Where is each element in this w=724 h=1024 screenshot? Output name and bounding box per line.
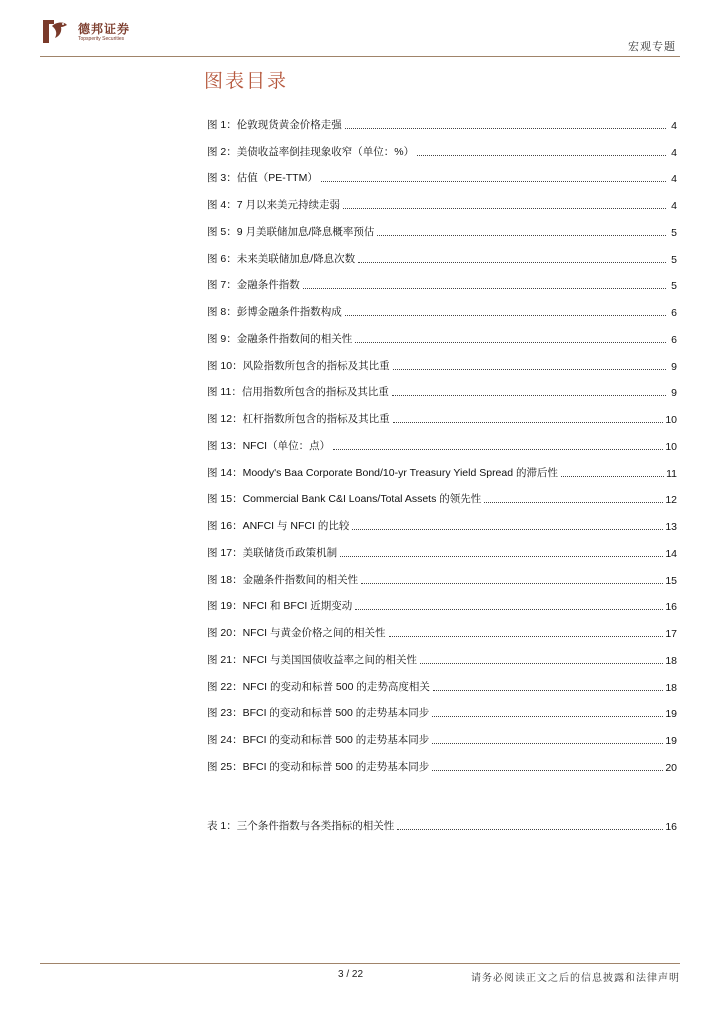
toc-entry-page: 15 <box>665 574 677 587</box>
toc-entry-label: 图 6：未来美联储加息/降息次数 <box>207 252 356 265</box>
toc-entry-page: 10 <box>665 440 677 453</box>
toc-entry-page: 18 <box>665 654 677 667</box>
dot-leader <box>355 609 663 610</box>
toc-entry[interactable] <box>207 399 677 426</box>
toc-entry-label: 图 8：彭博金融条件指数构成 <box>207 306 342 318</box>
toc-entry-page: 4 <box>671 173 677 186</box>
toc-entry-label: 图 9：金融条件指数间的相关性 <box>207 332 353 345</box>
toc-entry-page: 5 <box>671 226 677 239</box>
toc-entry[interactable] <box>207 292 677 319</box>
toc-entry[interactable] <box>207 346 677 373</box>
dot-leader <box>303 288 666 289</box>
toc-entry[interactable] <box>207 480 677 507</box>
figure-toc-list <box>207 105 677 774</box>
toc-entry-label: 图 3：估值（PE-TTM） <box>207 172 318 185</box>
toc-entry[interactable] <box>207 185 677 212</box>
toc-entry-label: 图 21：NFCI 与美国国债收益率之间的相关性 <box>207 653 418 666</box>
dot-leader <box>377 235 666 236</box>
toc-entry-label: 图 19：NFCI 和 BFCI 近期变动 <box>207 600 353 613</box>
toc-entry[interactable] <box>207 266 677 293</box>
toc-entry[interactable] <box>207 319 677 346</box>
table-toc-list <box>207 806 677 833</box>
footer-divider <box>40 963 680 964</box>
footer-disclaimer: 请务必阅读正文之后的信息披露和法律声明 <box>471 973 680 984</box>
toc-entry-label: 图 22：NFCI 的变动和标普 500 的走势高度相关 <box>207 680 430 693</box>
dot-leader <box>432 716 663 717</box>
toc-entry-page: 14 <box>665 547 677 560</box>
toc-entry[interactable] <box>207 720 677 747</box>
toc-entry-page: 9 <box>671 387 677 400</box>
dot-leader <box>432 770 663 771</box>
toc-entry-label: 图 25：BFCI 的变动和标普 500 的走势基本同步 <box>207 760 430 773</box>
toc-entry-page: 4 <box>671 146 677 159</box>
toc-entry-label: 图 20：NFCI 与黄金价格之间的相关性 <box>207 627 386 639</box>
dot-leader <box>392 395 666 396</box>
toc-entry-page: 19 <box>665 735 677 747</box>
toc-entry-label: 图 15：Commercial Bank C&I Loans/Total Assets 的领先性 <box>207 493 482 506</box>
toc-entry[interactable] <box>207 747 677 774</box>
header-divider <box>40 56 680 57</box>
toc-entry-page: 4 <box>671 119 677 132</box>
toc-entry-label: 表 1：三个条件指数与各类指标的相关性 <box>207 819 395 832</box>
toc-entry[interactable] <box>207 132 677 159</box>
toc-entry-label: 图 10：风险指数所包含的指标及其比重 <box>207 359 390 372</box>
dot-leader <box>343 208 666 209</box>
toc-entry[interactable] <box>207 587 677 614</box>
toc-entry[interactable] <box>207 560 677 587</box>
toc-entry-label: 图 24：BFCI 的变动和标普 500 的走势基本同步 <box>207 734 430 746</box>
toc-entry-page: 16 <box>665 601 677 614</box>
toc-entry[interactable] <box>207 426 677 453</box>
dot-leader <box>417 155 666 156</box>
toc-entry-label: 图 5：9 月美联储加息/降息概率预估 <box>207 225 375 238</box>
dot-leader <box>420 663 663 664</box>
dot-leader <box>340 556 663 557</box>
toc-entry-page: 6 <box>671 307 677 319</box>
toc-entry-label: 图 18：金融条件指数间的相关性 <box>207 573 359 586</box>
dot-leader <box>355 342 666 343</box>
toc-entry[interactable] <box>207 212 677 239</box>
toc-entry-page: 10 <box>665 414 677 426</box>
toc-entry-label: 图 17：美联储货币政策机制 <box>207 546 338 559</box>
toc-entry-label: 图 16：ANFCI 与 NFCI 的比较 <box>207 520 350 532</box>
page-header <box>0 0 724 60</box>
toc-entry-page: 19 <box>665 708 677 721</box>
toc-entry[interactable] <box>207 506 677 533</box>
toc-entry-label: 图 2：美债收益率倒挂现象收窄（单位：%） <box>207 145 415 158</box>
toc-entry-page: 5 <box>671 253 677 266</box>
dot-leader <box>432 743 663 744</box>
dot-leader <box>358 262 666 263</box>
toc-entry-label: 图 12：杠杆指数所包含的指标及其比重 <box>207 413 390 425</box>
toc-entry-page: 18 <box>665 681 677 694</box>
toc-entry-label: 图 23：BFCI 的变动和标普 500 的走势基本同步 <box>207 707 430 720</box>
topsperity-logo-icon <box>40 16 70 46</box>
toc-entry-page: 13 <box>665 521 677 533</box>
toc-title: 图表目录 <box>204 70 289 92</box>
toc-entry[interactable] <box>207 105 677 132</box>
brand-name: 德邦证券 <box>78 22 131 36</box>
dot-leader <box>321 181 666 182</box>
dot-leader <box>345 315 666 316</box>
toc-entry[interactable] <box>207 453 677 480</box>
toc-entry-page: 17 <box>665 628 677 640</box>
toc-entry-page: 20 <box>665 761 677 774</box>
toc-entry[interactable] <box>207 159 677 186</box>
toc-entry-label: 图 14：Moody's Baa Corporate Bond/10-yr Treasury Yield Spread 的滞后性 <box>207 466 558 479</box>
dot-leader <box>433 690 663 691</box>
dot-leader <box>397 829 663 830</box>
dot-leader <box>345 128 666 129</box>
toc-entry-page: 11 <box>666 467 677 480</box>
toc-entry-page: 12 <box>665 494 677 507</box>
dot-leader <box>333 449 663 450</box>
toc-entry-page: 5 <box>671 280 677 293</box>
dot-leader <box>393 369 666 370</box>
brand-english-name: Topsperity Securities <box>78 36 125 42</box>
toc-entry-page: 6 <box>671 333 677 346</box>
toc-entry[interactable] <box>207 694 677 721</box>
toc-entry-label: 图 1：伦敦现货黄金价格走强 <box>207 118 342 131</box>
dot-leader <box>561 476 664 477</box>
toc-entry-page: 4 <box>671 200 677 212</box>
toc-entry-page: 16 <box>665 820 677 833</box>
toc-entry-label: 图 7：金融条件指数 <box>207 279 300 292</box>
dot-leader <box>393 422 664 423</box>
toc-entry[interactable] <box>207 533 677 560</box>
toc-entry[interactable] <box>207 613 677 640</box>
toc-entry-page: 9 <box>671 360 677 373</box>
toc-entry[interactable] <box>207 667 677 694</box>
toc-entry-label: 图 11：信用指数所包含的指标及其比重 <box>207 386 389 399</box>
toc-entry-label: 图 13：NFCI（单位：点） <box>207 439 331 452</box>
page-number: 3 / 22 <box>338 969 364 980</box>
dot-leader <box>352 529 663 530</box>
section-tag: 宏观专题 <box>628 40 676 53</box>
toc-entry[interactable] <box>207 239 677 266</box>
toc-entry[interactable] <box>207 373 677 400</box>
dot-leader <box>484 502 663 503</box>
dot-leader <box>361 583 663 584</box>
toc-entry-label: 图 4：7 月以来美元持续走弱 <box>207 199 341 211</box>
toc-entry[interactable] <box>207 640 677 667</box>
dot-leader <box>389 636 664 637</box>
toc-entry[interactable] <box>207 806 677 833</box>
